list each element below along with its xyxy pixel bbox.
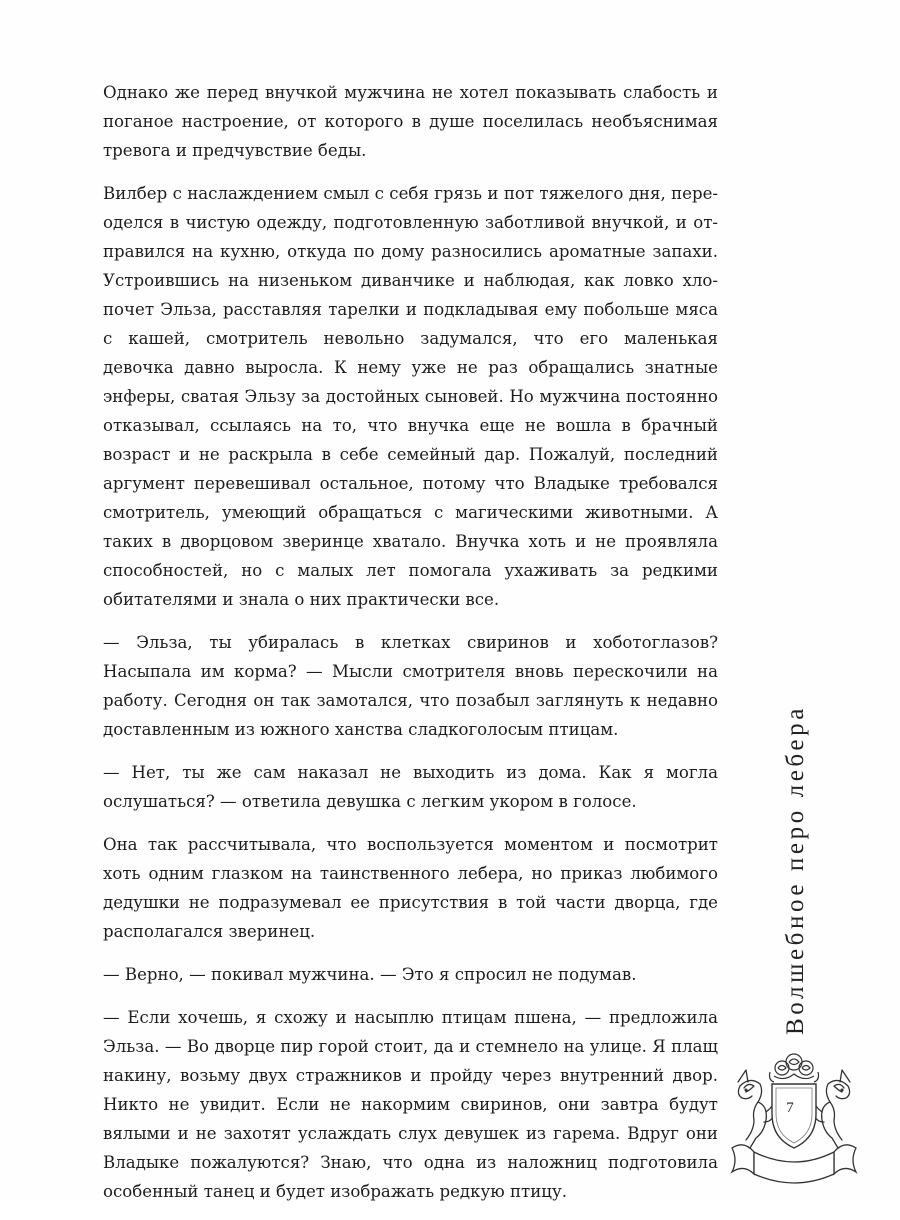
paragraph-5: Она так рассчитывала, что воспользуется моментом и посмотрит хоть одним глазком на таинственного лебера, но приказ любимого дедушки не подразумевал ее присутствия в той части дворца, где располагался зверинец. <box>103 835 718 941</box>
running-title: Волшебное перо лебера <box>782 705 809 1035</box>
heraldic-crest-icon <box>724 1052 864 1184</box>
crest-roses <box>770 1054 819 1082</box>
paragraph-4: — Нет, ты же сам наказал не выходить из дома. Как я могла ослушаться? — ответила девушка с легким укором в голосе. <box>103 763 718 811</box>
page-number: 7 <box>786 1100 794 1116</box>
paragraph-3: — Эльза, ты убиралась в клетках свиринов и хоботоглазов? Насыпала им корма? — Мысли смотрителя вновь перескочили на работу. Сегодня он так замотался, что позабыл заглянуть к недавно доставленным из южного ханства сладкоголосым птицам. <box>103 633 718 739</box>
banner-scroll <box>732 1145 754 1174</box>
paragraph-6: — Верно, — покивал мужчина. — Это я спросил не подумав. <box>103 965 637 984</box>
paragraph-1: Однако же перед внучкой мужчина не хотел показывать слабость и поганое настроение, от которого в душе поселилась необъяснимая тревога и предчувствие беды. <box>103 83 718 160</box>
body-text <box>103 78 718 1220</box>
right-unicorn <box>812 1070 850 1148</box>
paragraph-2: Вилбер с наслаждением смыл с себя грязь и пот тяжелого дня, переоделся в чистую одежду, подготовленную заботливой внучкой, и отправился на кухню, откуда по дому разносились ароматные запахи. Устроившись на низеньком диванчике и наблюдая, как ловко хлопочет Эльза, расставляя тарелки и подкладывая ему побольше мяса с кашей, смотритель невольно задумался, что его маленькая девочка давно выросла. К нему уже не раз обращались знатные энферы, сватая Эльзу за достойных сыновей. Но мужчина постоянно отказывал, ссылаясь на то, что внучка еще не вошла в брачный возраст и не раскрыла в себе семейный дар. Пожалуй, последний аргумент перевешивал остальное, потому что Владыке требовался смотритель, умеющий обращаться с магическими животными. А таких в дворцовом зверинце хватало. Внучка хоть и не проявляла способностей, но с малых лет помогала ухаживать за редкими обитателями и знала о них практически все. <box>103 184 718 609</box>
paragraph-7: — Если хочешь, я схожу и насыплю птицам пшена, — предложила Эльза. — Во дворце пир горой стоит, да и стемнело на улице. Я плащ накину, возьму двух стражников и пройду через внутренний двор. Никто не увидит. Если не накормим свиринов, они завтра будут вялыми и не захотят услаждать слух девушек из гарема. Вдруг они Владыке пожалуются? Знаю, что одна из наложниц подготовила особенный танец и будет изображать редкую птицу. <box>103 1008 718 1201</box>
